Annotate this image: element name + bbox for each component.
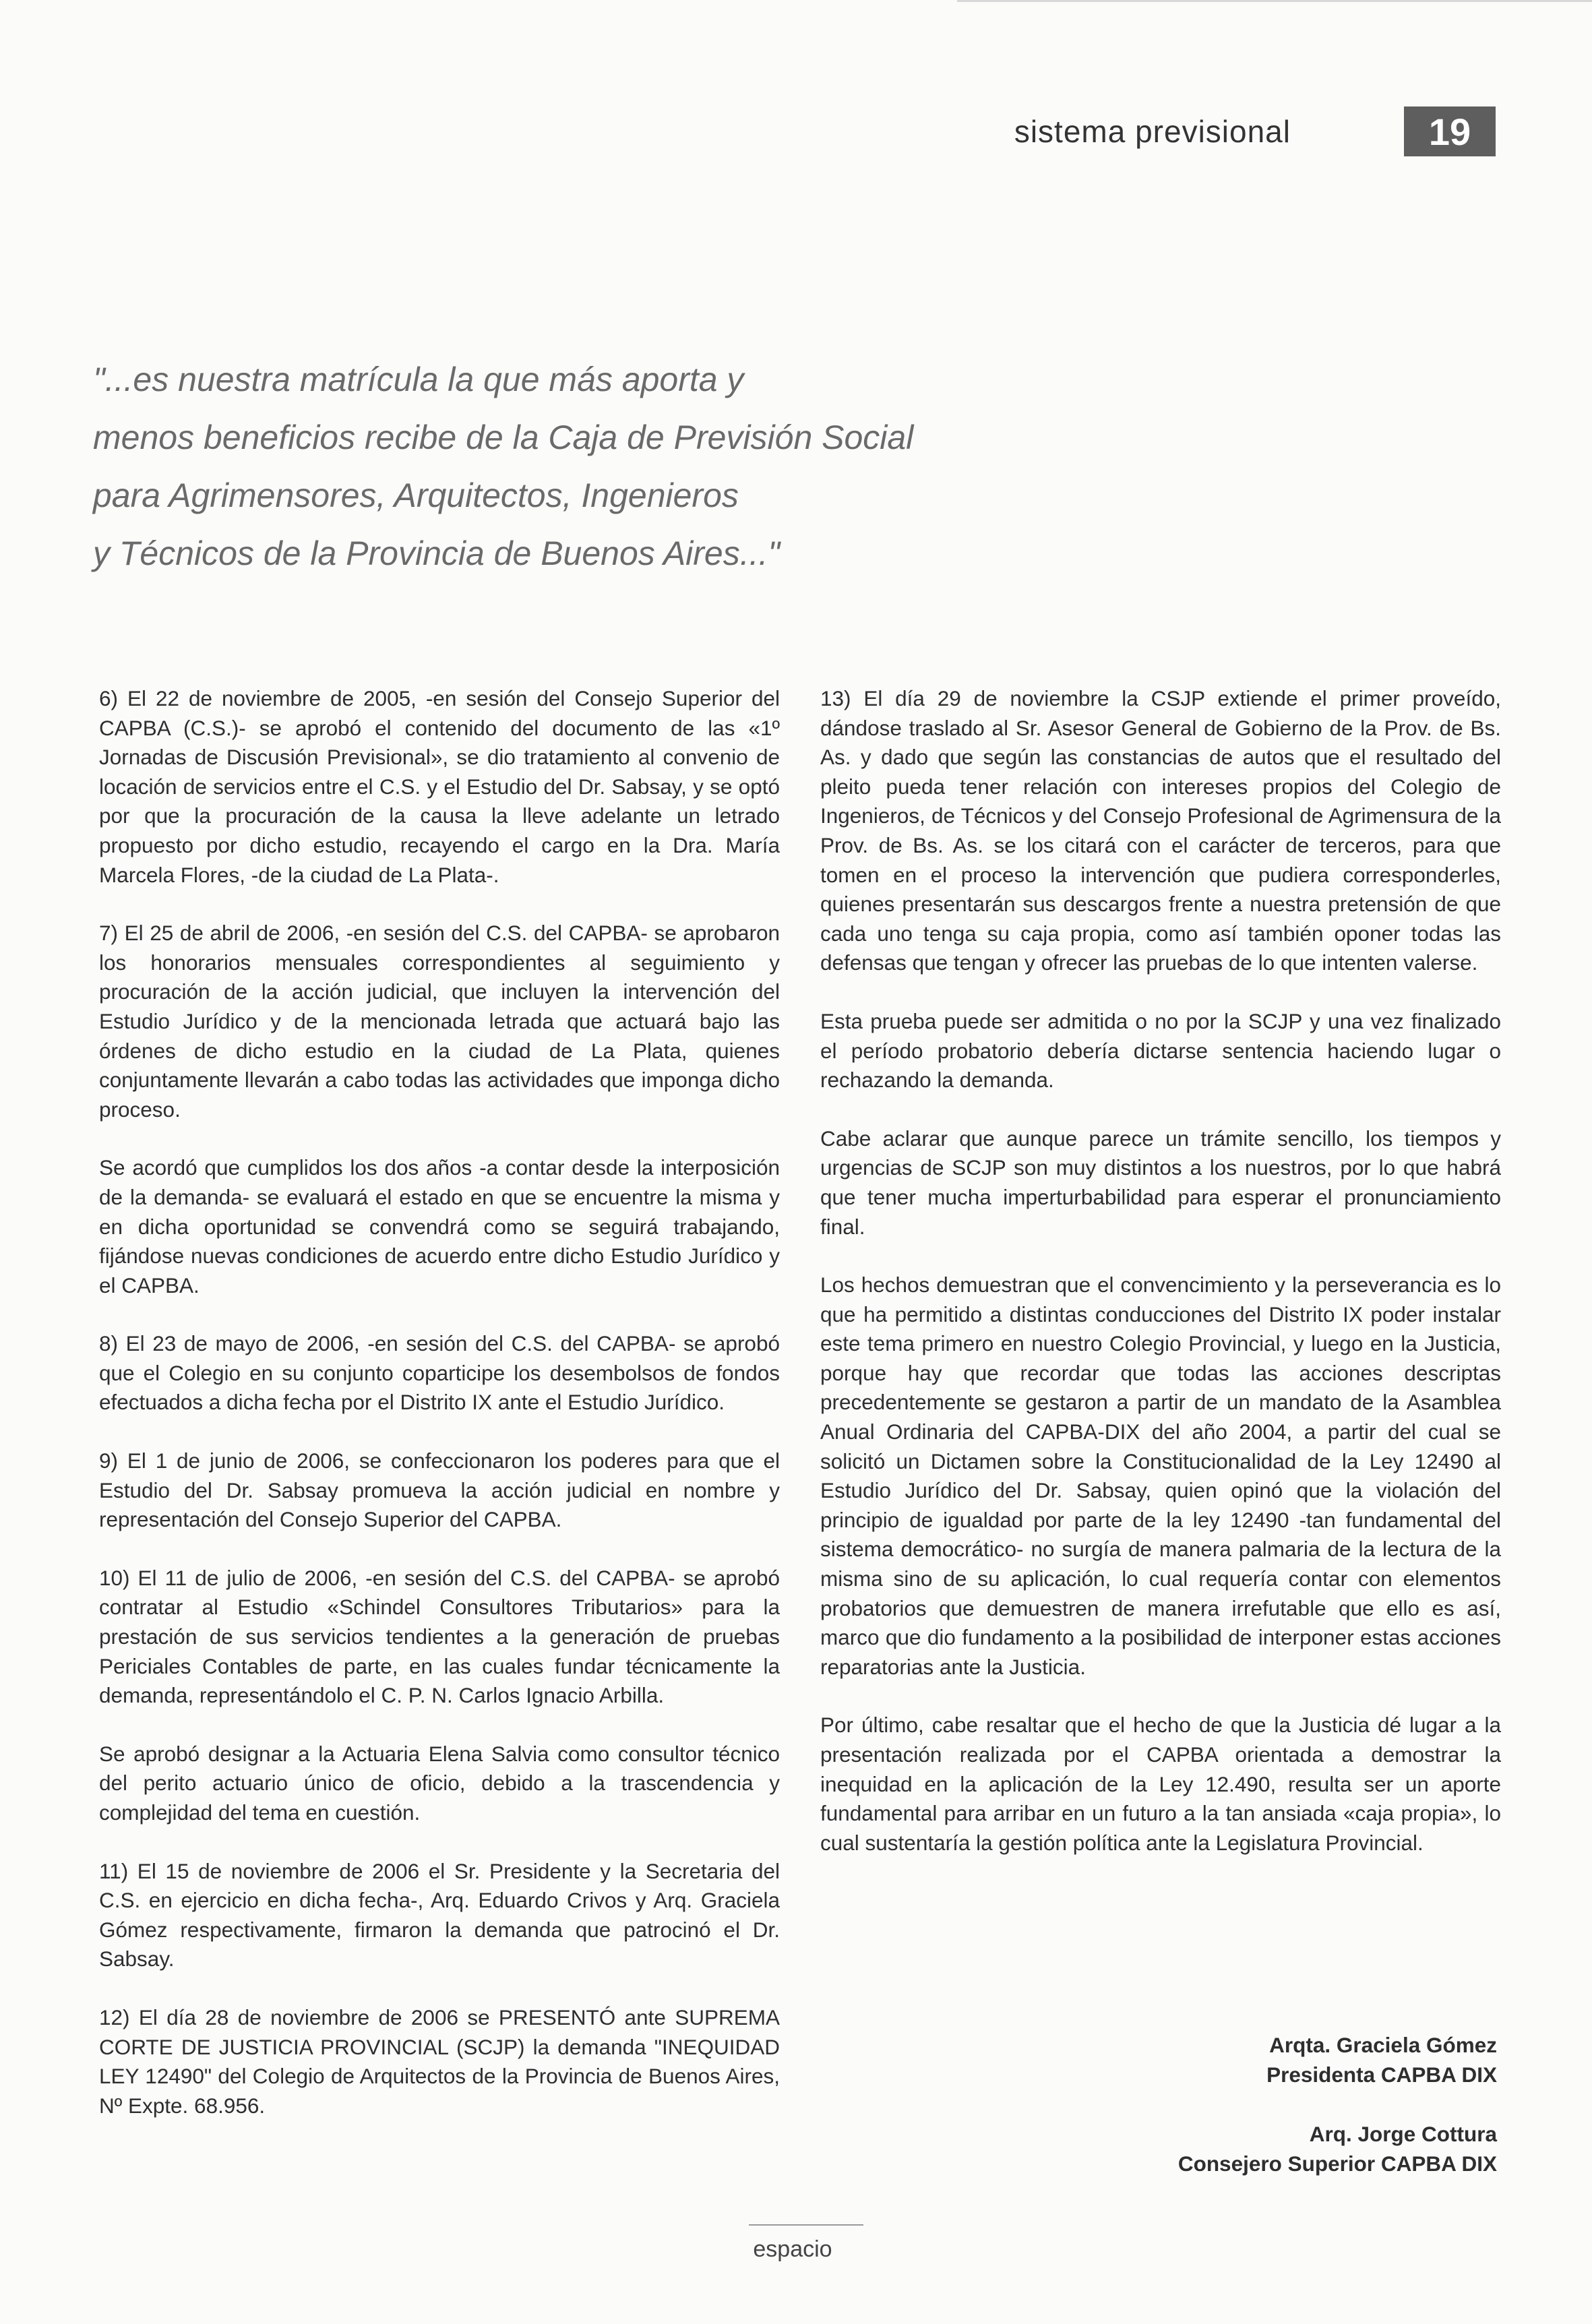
- paragraph-item-9: 9) El 1 de junio de 2006, se confeccionaron los poderes para que el Estudio del Dr. Sabsay promueva la acción judicial en nombre y representación del Consejo Superior del CAPBA.: [99, 1448, 780, 1532]
- paragraph-perseverance: Los hechos demuestran que el convencimiento y la perseverancia es lo que ha permitido a distintas conducciones del Distrito IX poder instalar este tema primero en nuestro Colegio Provincial, y luego en la Justicia, porque hay que recordar que todas las acciones descriptas precedentemente se gestaron a partir de un mandato de la Asamblea Anual Ordinaria del CAPBA-DIX del año 2004, a partir del cual se solicitó un Dictamen sobre la Constitucionalidad de la Ley 12490 al Estudio Jurídico del Dr. Sabsay, quien opinó que la violación del principio de igualdad por parte de la ley 12490 -tan fundamental del sistema democrático- no surgía de manera palmaria de la lectura de la misma sino de su aplicación, lo cual requería contar con elementos probatorios que demuestren de manera irrefutable que ello es así, marco que dio fundamento a la posibilidad de interponer estas acciones reparatorias ante la Justicia.: [820, 1273, 1501, 1679]
- pull-quote-line: "...es nuestra matrícula la que más aporta y: [93, 361, 744, 398]
- signature-block: [1178, 2119, 1497, 2178]
- signature-role: Consejero Superior CAPBA DIX: [1177, 2151, 1497, 2176]
- signatures: [1178, 2030, 1497, 2208]
- page-number-badge: 19: [1404, 106, 1496, 156]
- paragraph-evidence: Esta prueba puede ser admitida o no por la SCJP y una vez finalizado el período probatorio debería dictarse sentencia haciendo lugar o rechazando la demanda.: [820, 1008, 1501, 1093]
- paragraph-item-10: 10) El 11 de julio de 2006, -en sesión del C.S. del CAPBA- se aprobó contratar al Estudio «Schindel Consultores Tributarios» para la prestación de sus servicios tendientes a la generación de pruebas Periciales Contables de parte, en las cuales fundar técnicamente la demanda, representándolo el C. P. N. Carlos Ignacio Arbilla.: [99, 1565, 780, 1708]
- paragraph-item-13: 13) El día 29 de noviembre la CSJP extiende el primer proveído, dándose traslado al Sr. Asesor General de Gobierno de la Prov. de Bs. As. y dado que según las constancias de autos que el resultado del pleito pueda tener relación con intereses propios del Colegio de Ingenieros, de Técnicos y del Consejo Profesional de Agrimensura de la Prov. de Bs. As. se los citará con el carácter de terceros, para que tomen en el proceso la intervención que pudiera corresponderles, quienes presentarán sus descargos frente a nuestra pretensión de que cada uno tenga su caja propia, como así también oponer todas las defensas que tengan y ofrecer las pruebas de lo que intenten valerse.: [820, 686, 1501, 975]
- pull-quote-line: para Agrimensores, Arquitectos, Ingenieros: [93, 477, 739, 514]
- paragraph-item-12: 12) El día 28 de noviembre de 2006 se PRESENTÓ ante SUPREMA CORTE DE JUSTICIA PROVINCIAL (SCJP) la demanda "INEQUIDAD LEY 12490" del Colegio de Arquitectos de la Provincia de Buenos Aires, Nº Expte. 68.956.: [99, 2005, 780, 2118]
- footer-publication-label: espacio: [753, 2236, 832, 2262]
- pull-quote: [93, 350, 1037, 582]
- pull-quote-line: y Técnicos de la Provincia de Buenos Aires...": [93, 534, 780, 572]
- signature-role: Presidenta CAPBA DIX: [1266, 2062, 1497, 2087]
- section-title: sistema previsional: [1014, 114, 1291, 149]
- paragraph-actuary: Se aprobó designar a la Actuaria Elena Salvia como consultor técnico del perito actuario único de oficio, debido a la trascendencia y complejidad del tema en cuestión.: [99, 1741, 780, 1825]
- signature-name: Arqta. Graciela Gómez: [1269, 2033, 1497, 2057]
- right-column: [820, 684, 1501, 1887]
- footer-rule: [749, 2224, 863, 2226]
- top-rule: [957, 0, 1592, 2]
- paragraph-conclusion: Por último, cabe resaltar que el hecho de que la Justicia dé lugar a la presentación realizada por el CAPBA orientada a demostrar la inequidad en la aplicación de la Ley 12.490, resulta ser un aporte fundamental para arribar en un futuro a la tan ansiada «caja propia», lo cual sustentaría la gestión política ante la Legislatura Provincial.: [820, 1713, 1501, 1855]
- signature-name: Arq. Jorge Cottura: [1309, 2122, 1497, 2146]
- signature-block: [1178, 2030, 1497, 2089]
- paragraph-agreement: Se acordó que cumplidos los dos años -a contar desde la interposición de la demanda- se evaluará el estado en que se encuentre la misma y en dicha oportunidad se convendrá como se seguirá trabajando, fijándose nuevas condiciones de acuerdo entre dicho Estudio Jurídico y el CAPBA.: [99, 1155, 780, 1297]
- left-column: [99, 684, 780, 2149]
- paragraph-item-11: 11) El 15 de noviembre de 2006 el Sr. Presidente y la Secretaria del C.S. en ejercicio en dicha fecha-, Arq. Eduardo Crivos y Arq. Graciela Gómez respectivamente, firmaron la demanda que patrocinó el Dr. Sabsay.: [99, 1858, 780, 1971]
- page-header: [1014, 106, 1496, 156]
- paragraph-item-7: 7) El 25 de abril de 2006, -en sesión del C.S. del CAPBA- se aprobaron los honorarios mensuales correspondientes al seguimiento y procuración de la acción judicial, que incluyen la intervención del Estudio Jurídico y de la mencionada letrada que actuará bajo las órdenes de dicho estudio en la ciudad de La Plata, quienes conjuntamente llevarán a cabo todas las actividades que imponga dicho proceso.: [99, 921, 780, 1122]
- pull-quote-line: menos beneficios recibe de la Caja de Previsión Social: [93, 419, 914, 456]
- paragraph-item-8: 8) El 23 de mayo de 2006, -en sesión del C.S. del CAPBA- se aprobó que el Colegio en su conjunto coparticipe los desembolsos de fondos efectuados a dicha fecha por el Distrito IX ante el Estudio Jurídico.: [99, 1331, 780, 1415]
- paragraph-item-6: 6) El 22 de noviembre de 2005, -en sesión del Consejo Superior del CAPBA (C.S.)- se aprobó el contenido del documento de las «1º Jornadas de Discusión Previsional», se dio tratamiento al convenio de locación de servicios entre el C.S. y el Estudio del Dr. Sabsay, y se optó por que la procuración de la causa la lleve adelante un letrado propuesto por dicho estudio, recayendo el cargo en la Dra. María Marcela Flores, -de la ciudad de La Plata-.: [99, 686, 780, 887]
- paragraph-timing: Cabe aclarar que aunque parece un trámite sencillo, los tiempos y urgencias de SCJP son muy distintos a los nuestros, por lo que habrá que tener mucha imperturbabilidad para esperar el pronunciamiento final.: [820, 1126, 1501, 1239]
